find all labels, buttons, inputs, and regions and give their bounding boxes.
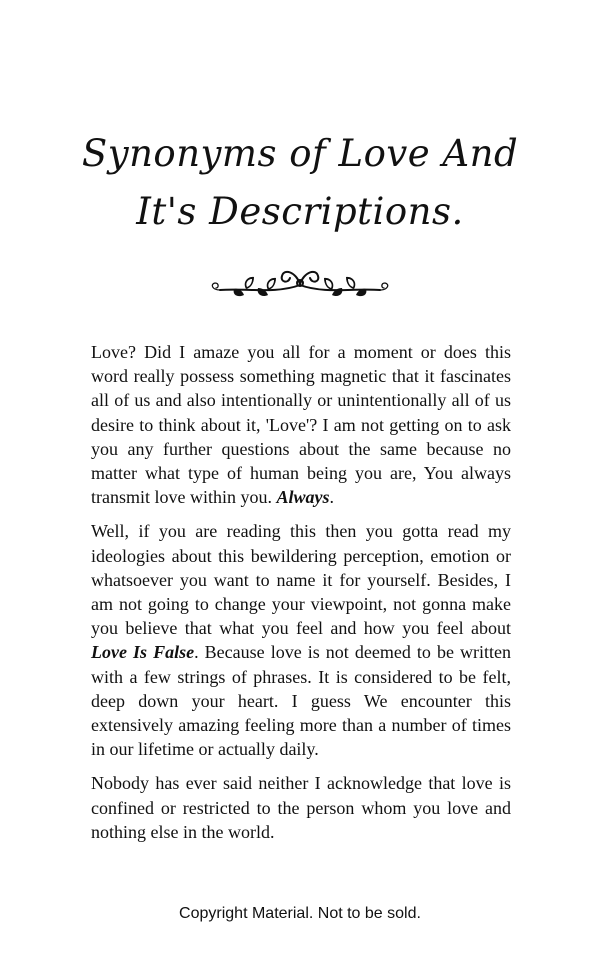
paragraph-3-text: Nobody has ever said neither I acknowledge that love is confined or restricted to the person whom you love and nothing else in the world. (91, 773, 511, 842)
chapter-title-line-1: Synonyms of Love And (81, 132, 519, 175)
chapter-body (91, 340, 511, 854)
paragraph-3 (91, 771, 511, 844)
paragraph-2-text: . Because love is not deemed to be written with a few strings of phrases. It is considered to be felt, deep down your heart. I guess We encounter this extensively amazing feeling more than a number of times in our lifetime or actually daily. (91, 642, 511, 760)
paragraph-1-text: Love? Did I amaze you all for a moment or does this word really possess something magnetic that it fascinates all of us and also intentionally or unintentionally all of us desire to think about it, 'Love'? I am not getting on to ask you any further questions about the same because no matter what type of human being you are, You always transmit love within you. (91, 342, 511, 508)
paragraph-2-lead: Well, if you are reading this then you gotta read my ideologies about this bewildering perception, emotion or whatsoever you want to name it for yourself. Besides, I am not going to change your viewpoint, not gonna make you believe that what you feel and how you feel about (91, 521, 511, 639)
paragraph-1-emphasis: Always (276, 487, 330, 508)
chapter-title-line-2: It's Descriptions. (136, 190, 464, 233)
chapter-title (0, 125, 600, 241)
paragraph-1 (91, 340, 511, 509)
paragraph-2-emphasis: Love Is False (91, 642, 195, 663)
floral-flourish-divider-icon (206, 258, 394, 304)
paragraph-1-tail: . (329, 487, 334, 508)
paragraph-2 (91, 519, 511, 761)
copyright-footer: Copyright Material. Not to be sold. (179, 905, 421, 922)
